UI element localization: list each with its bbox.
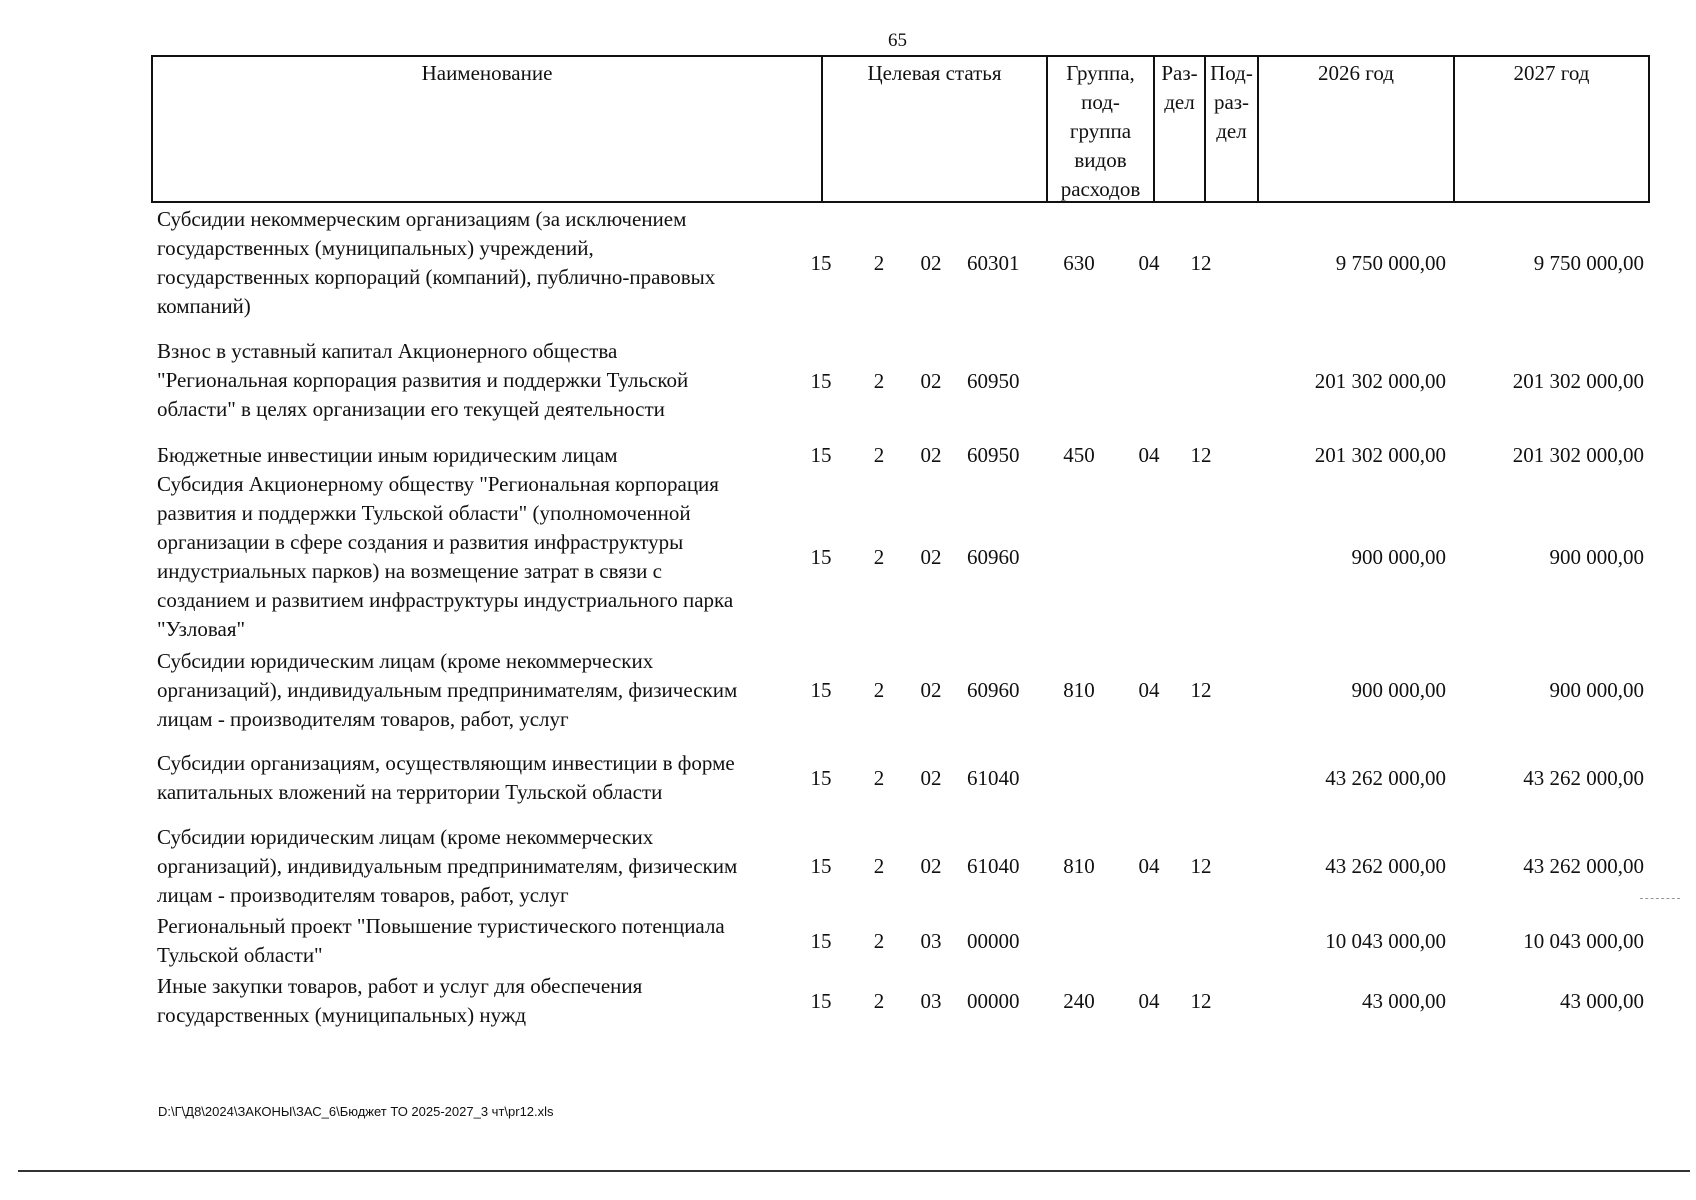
- footer-file-path: D:\Г\Д8\2024\ЗАКОНЫ\ЗАС_6\Бюджет ТО 2025-2027_3 чт\pr12.xls: [158, 1104, 554, 1119]
- table-header: [151, 55, 1650, 203]
- target-article-part: 15: [810, 251, 832, 275]
- amount-2027: 43 000,00: [1560, 989, 1644, 1013]
- target-article-part: 2: [873, 766, 885, 790]
- expense-group: 810: [1063, 854, 1095, 878]
- target-article-part: 02: [920, 678, 942, 702]
- row-name: Субсидия Акционерному обществу "Региональная корпорация развития и поддержки Тульской области" (уполномоченной организации в сфере создания и развития инфраструктуры индустриальных парков) на возмещение затрат в связи с созданием и развитием инфраструктуры индустриального парка "Узловая": [157, 472, 734, 641]
- target-article-code: 61040: [967, 854, 1020, 878]
- amount-2026: 43 262 000,00: [1325, 854, 1446, 878]
- subsection-code: 12: [1190, 678, 1212, 702]
- amount-2026: 900 000,00: [1351, 678, 1446, 702]
- amount-2027: 900 000,00: [1549, 545, 1644, 569]
- row-name: Региональный проект "Повышение туристического потенциала Тульской области": [157, 914, 725, 967]
- target-article-part: 15: [810, 929, 832, 953]
- amount-2027: 900 000,00: [1549, 678, 1644, 702]
- header-cell-target-article: [823, 57, 1048, 203]
- section-code: 04: [1138, 989, 1160, 1013]
- target-article-part: 15: [810, 766, 832, 790]
- row-name: Субсидии некоммерческим организациям (за исключением государственных (муниципальных) учреждений, государственных корпораций (компаний), публично-правовых компаний): [157, 207, 716, 318]
- target-article-part: 02: [920, 545, 942, 569]
- target-article-part: 2: [873, 854, 885, 878]
- subsection-code: 12: [1190, 251, 1212, 275]
- target-article-part: 2: [873, 678, 885, 702]
- subsection-code: 12: [1190, 854, 1212, 878]
- target-article-code: 60950: [967, 369, 1020, 393]
- target-article-part: 03: [920, 989, 942, 1013]
- page-bottom-rule: [18, 1170, 1690, 1172]
- target-article-part: 02: [920, 766, 942, 790]
- row-name: Субсидии юридическим лицам (кроме некоммерческих организаций), индивидуальным предпринимателям, физическим лицам - производителям товаров, работ, услуг: [157, 649, 738, 731]
- amount-2026: 201 302 000,00: [1314, 369, 1446, 393]
- header-cell-subsection: [1206, 57, 1259, 203]
- header-cell-2026: [1259, 57, 1455, 203]
- table-row: [151, 749, 1650, 807]
- section-code: 04: [1138, 678, 1160, 702]
- target-article-part: 2: [873, 989, 885, 1013]
- target-article-part: 02: [920, 443, 942, 467]
- target-article-code: 60950: [967, 443, 1020, 467]
- table-row: [151, 912, 1650, 970]
- target-article-code: 60960: [967, 545, 1020, 569]
- header-cell-2027: [1455, 57, 1648, 203]
- table-row: [151, 647, 1650, 735]
- header-2027-label: 2027 год: [1513, 61, 1590, 85]
- table-row: [151, 205, 1650, 321]
- amount-2027: 201 302 000,00: [1512, 369, 1644, 393]
- expense-group: 240: [1063, 989, 1095, 1013]
- header-cell-section: [1155, 57, 1206, 203]
- expense-group: 630: [1063, 251, 1095, 275]
- header-subsection-label: Под- раз- дел: [1210, 61, 1253, 143]
- amount-2026: 10 043 000,00: [1325, 929, 1446, 953]
- amount-2026: 900 000,00: [1351, 545, 1446, 569]
- amount-2026: 9 750 000,00: [1335, 251, 1446, 275]
- section-code: 04: [1138, 251, 1160, 275]
- amount-2027: 43 262 000,00: [1523, 854, 1644, 878]
- amount-2027: 9 750 000,00: [1533, 251, 1644, 275]
- row-name: Бюджетные инвестиции иным юридическим лицам: [157, 443, 618, 467]
- header-cell-name: [153, 57, 823, 203]
- amount-2026: 201 302 000,00: [1314, 443, 1446, 467]
- header-2026-label: 2026 год: [1318, 61, 1394, 85]
- target-article-part: 02: [920, 854, 942, 878]
- header-section-label: Раз- дел: [1161, 61, 1198, 114]
- target-article-code: 61040: [967, 766, 1020, 790]
- amount-2026: 43 262 000,00: [1325, 766, 1446, 790]
- target-article-part: 15: [810, 678, 832, 702]
- target-article-part: 15: [810, 989, 832, 1013]
- table-row: [151, 972, 1650, 1030]
- section-code: 04: [1138, 854, 1160, 878]
- row-name: Иные закупки товаров, работ и услуг для обеспечения государственных (муниципальных) нужд: [157, 974, 643, 1027]
- target-article-part: 2: [873, 251, 885, 275]
- amount-2027: 43 262 000,00: [1523, 766, 1644, 790]
- target-article-part: 03: [920, 929, 942, 953]
- amount-2026: 43 000,00: [1362, 989, 1446, 1013]
- header-cell-group: [1048, 57, 1155, 203]
- target-article-part: 15: [810, 854, 832, 878]
- table-row: [151, 441, 1650, 470]
- target-article-part: 15: [810, 369, 832, 393]
- target-article-part: 15: [810, 545, 832, 569]
- amount-2027: 201 302 000,00: [1512, 443, 1644, 467]
- row-name: Субсидии организациям, осуществляющим инвестиции в форме капитальных вложений на территории Тульской области: [157, 751, 735, 804]
- page-number: 65: [888, 30, 907, 51]
- target-article-part: 2: [873, 443, 885, 467]
- header-group-label: Группа, под- группа видов расходов: [1060, 61, 1141, 201]
- row-name: Взнос в уставный капитал Акционерного общества "Региональная корпорация развития и поддержки Тульской области" в целях организации его текущей деятельности: [157, 339, 689, 421]
- target-article-code: 00000: [967, 989, 1020, 1013]
- expense-group: 810: [1063, 678, 1095, 702]
- row-name: Субсидии юридическим лицам (кроме некоммерческих организаций), индивидуальным предпринимателям, физическим лицам - производителям товаров, работ, услуг: [157, 825, 738, 907]
- amount-2027: 10 043 000,00: [1523, 929, 1644, 953]
- target-article-part: 2: [873, 545, 885, 569]
- target-article-part: 2: [873, 929, 885, 953]
- header-target-article-label: Целевая статья: [867, 61, 1002, 85]
- header-name-label: Наименование: [421, 61, 553, 85]
- table-row: [151, 823, 1650, 911]
- section-code: 04: [1138, 443, 1160, 467]
- scan-artifact: [1640, 898, 1680, 899]
- table-row: [151, 337, 1650, 425]
- table-row: [151, 470, 1650, 645]
- target-article-part: 2: [873, 369, 885, 393]
- subsection-code: 12: [1190, 443, 1212, 467]
- subsection-code: 12: [1190, 989, 1212, 1013]
- target-article-code: 00000: [967, 929, 1020, 953]
- target-article-part: 02: [920, 251, 942, 275]
- target-article-code: 60960: [967, 678, 1020, 702]
- target-article-code: 60301: [967, 251, 1020, 275]
- expense-group: 450: [1063, 443, 1095, 467]
- target-article-part: 02: [920, 369, 942, 393]
- target-article-part: 15: [810, 443, 832, 467]
